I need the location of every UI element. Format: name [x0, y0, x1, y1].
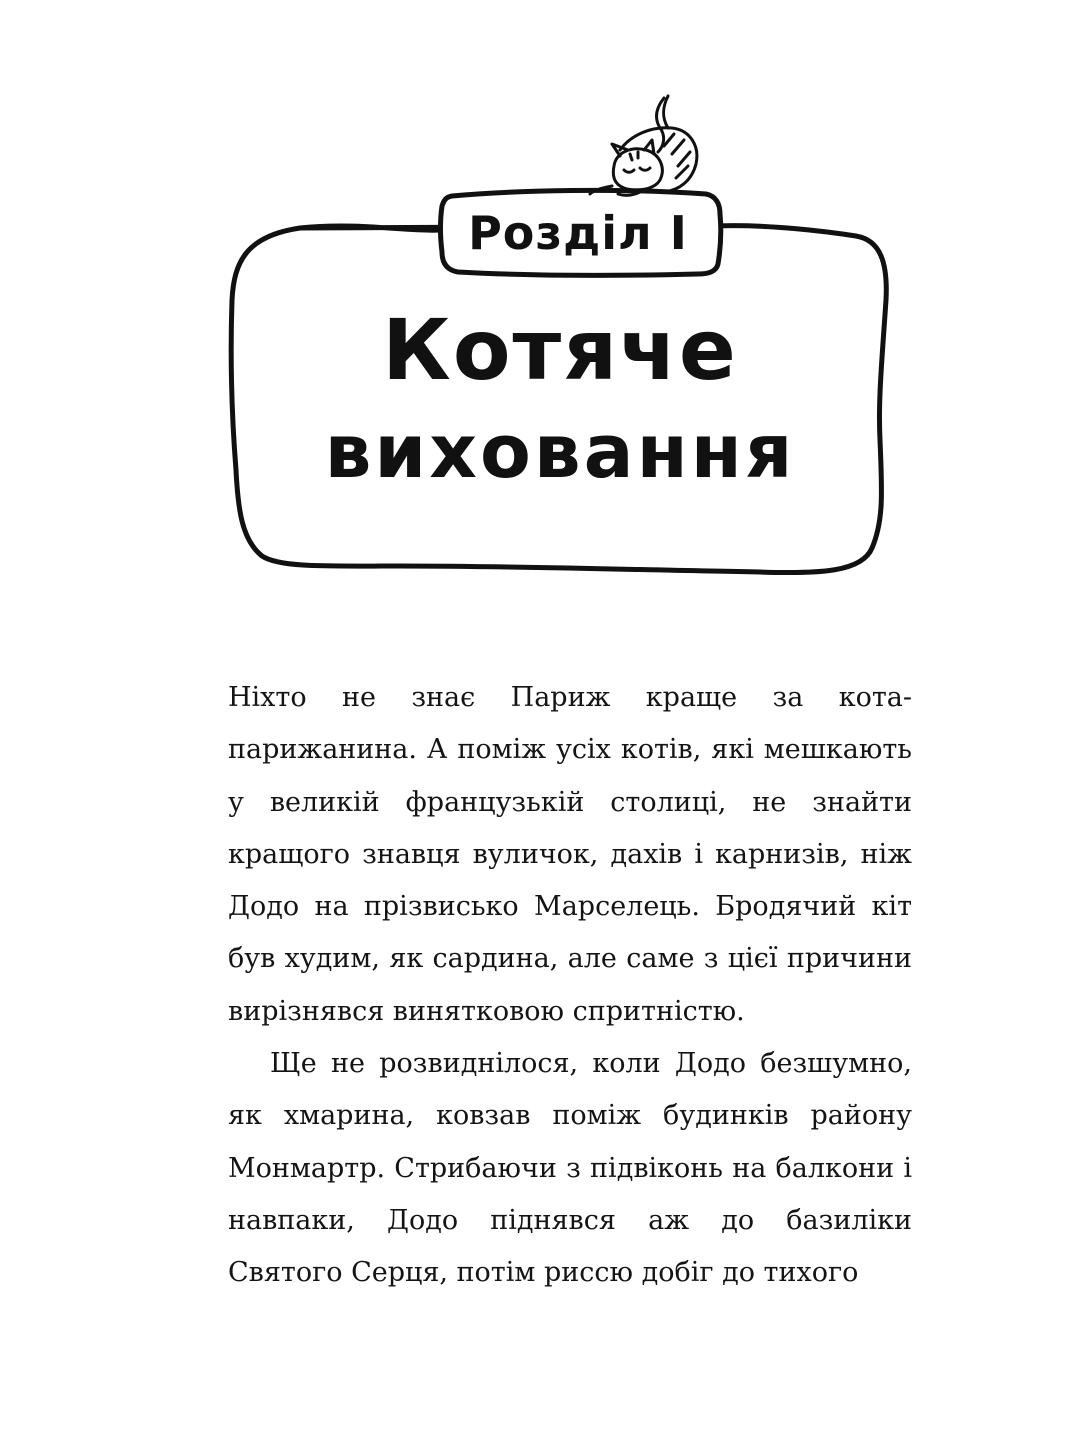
sleeping-cat-icon [590, 96, 697, 195]
paragraph-1: Ніхто не знає Париж краще за кота-парижанина. А поміж усіх котів, які мешкають у великій французькій столиці, не знайти кращого знавця вуличок, дахів і карнизів, ніж Додо на прізвисько Марселець. Бродячий кіт був худим, як сардина, але саме з цієї причини вирізнявся винятковою спритністю. [228, 682, 912, 1027]
chapter-title-line1: Котяче [382, 301, 738, 399]
body-text [228, 672, 912, 1300]
chapter-title-line2: виховання [324, 409, 796, 495]
paragraph-2: Ще не розвиднілося, коли Додо безшумно, як хмарина, ковзав поміж будинків району Монмартр. Стрибаючи з підвіконь на балкони і навпаки, Додо піднявся аж до базиліки Святого Серця, потім риссю добіг до тихого [228, 1048, 912, 1289]
chapter-title [240, 300, 880, 504]
chapter-label: Розділ І [468, 206, 688, 260]
